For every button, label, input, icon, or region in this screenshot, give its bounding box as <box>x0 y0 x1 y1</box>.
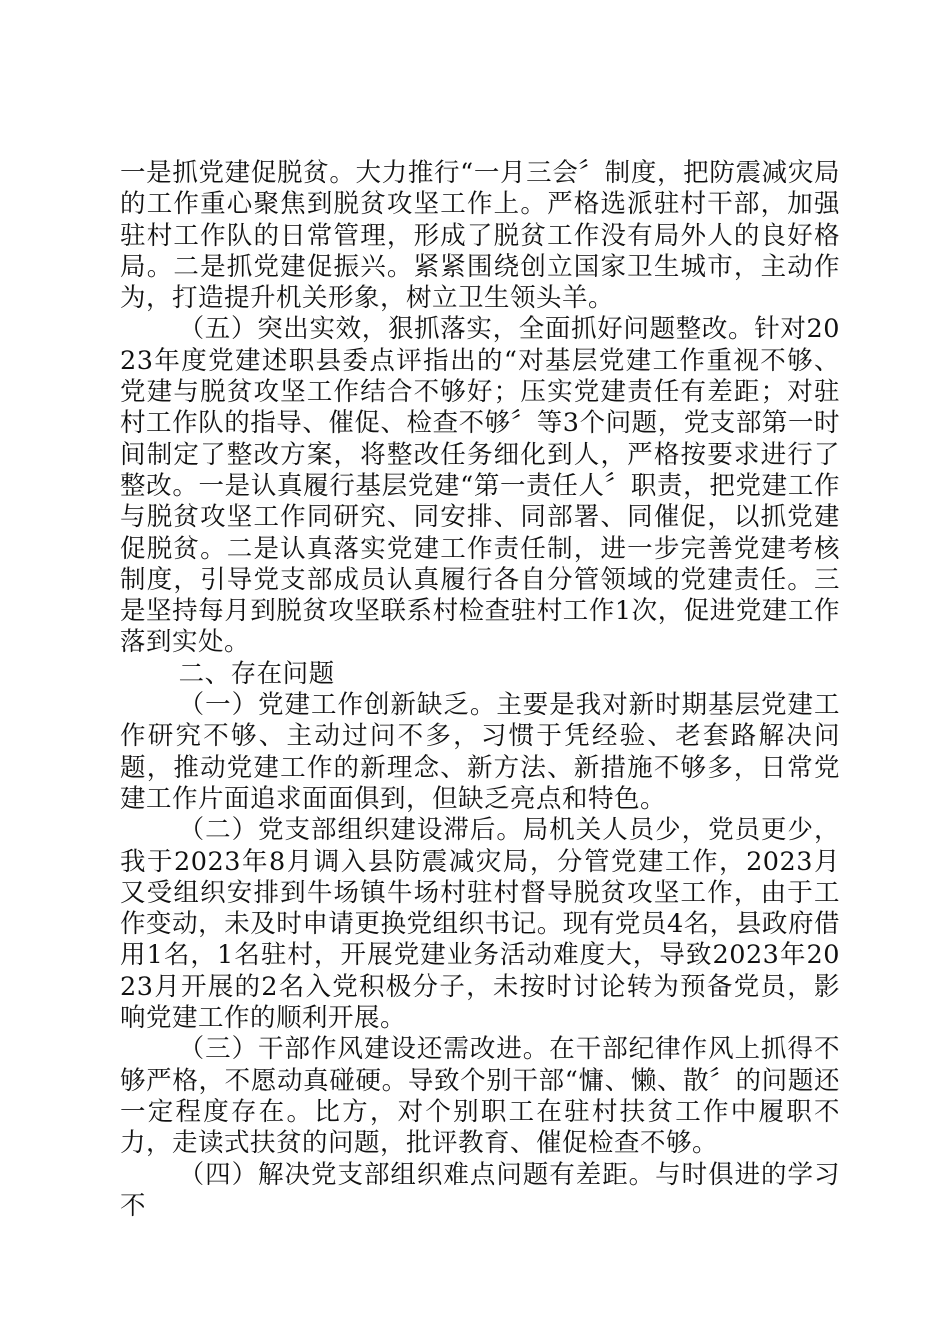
document-body <box>120 158 840 1222</box>
paragraph-problem-2: （二）党支部组织建设滞后。局机关人员少，党员更少，我于2023年8月调入县防震减灾局，分管党建工作，2023月又受组织安排到牛场镇牛场村驻村督导脱贫攻坚工作，由于工作变动，未及时申请更换党组织书记。现有党员4名，县政府借用1名，1名驻村，开展党建业务活动难度大，导致2023年2023月开展的2名入党积极分子，未按时讨论转为预备党员，影响党建工作的顺利开展。 <box>120 815 840 1034</box>
paragraph-continuation: 一是抓党建促脱贫。大力推行“一月三会〞制度，把防震减灾局的工作重心聚焦到脱贫攻坚工作上。严格选派驻村干部，加强驻村工作队的日常管理，形成了脱贫工作没有局外人的良好格局。二是抓党建促振兴。紧紧围绕创立国家卫生城市，主动作为，打造提升机关形象，树立卫生领头羊。 <box>120 158 840 314</box>
paragraph-problem-4: （四）解决党支部组织难点问题有差距。与时俱进的学习不 <box>120 1159 840 1221</box>
paragraph-section-5: （五）突出实效，狠抓落实，全面抓好问题整改。针对2023年度党建述职县委点评指出的“对基层党建工作重视不够、党建与脱贫攻坚工作结合不够好；压实党建责任有差距；对驻村工作队的指导、催促、检查不够〞等3个问题，党支部第一时间制定了整改方案，将整改任务细化到人，严格按要求进行了整改。一是认真履行基层党建“第一责任人〞职责，把党建工作与脱贫攻坚工作同研究、同安排、同部署、同催促，以抓党建促脱贫。二是认真落实党建工作责任制，进一步完善党建考核制度，引导党支部成员认真履行各自分管领域的党建责任。三是坚持每月到脱贫攻坚联系村检查驻村工作1次，促进党建工作落到实处。 <box>120 314 840 658</box>
paragraph-problem-3: （三）干部作风建设还需改进。在干部纪律作风上抓得不够严格，不愿动真碰硬。导致个别干部“慵、懒、散〞的问题还一定程度存在。比方，对个别职工在驻村扶贫工作中履职不力，走读式扶贫的问题，批评教育、催促检查不够。 <box>120 1034 840 1159</box>
paragraph-problem-1: （一）党建工作创新缺乏。主要是我对新时期基层党建工作研究不够、主动过问不多，习惯于凭经验、老套路解决问题，推动党建工作的新理念、新方法、新措施不够多，日常党建工作片面追求面面俱到，但缺乏亮点和特色。 <box>120 690 840 814</box>
section-heading-problems: 二、存在问题 <box>178 658 335 689</box>
